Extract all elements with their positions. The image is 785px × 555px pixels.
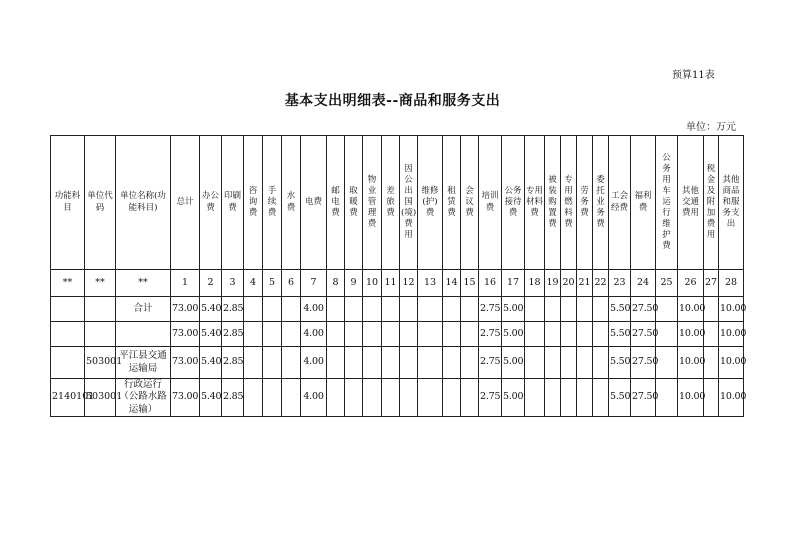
column-header <box>443 136 461 270</box>
column-header-label: 公务接待费 <box>504 185 522 219</box>
table-cell <box>400 379 418 417</box>
table-cell <box>443 379 461 417</box>
index-cell: 20 <box>561 270 577 297</box>
table-cell: 5.50 <box>609 347 631 379</box>
table-cell <box>382 322 400 347</box>
table-cell <box>461 322 479 347</box>
table-cell: 10.00 <box>719 379 744 417</box>
page-title: 基本支出明细表--商品和服务支出 <box>284 93 501 109</box>
table-cell: 73.00 <box>171 297 200 322</box>
column-header-label: 因公出国(境)费用 <box>401 163 417 241</box>
table-cell <box>577 347 593 379</box>
table-cell: 2.85 <box>222 347 244 379</box>
table-cell <box>263 347 282 379</box>
column-header <box>609 136 631 270</box>
table-cell <box>244 297 263 322</box>
index-cell: 19 <box>545 270 561 297</box>
table-cell: 2.75 <box>479 379 502 417</box>
column-header <box>561 136 577 270</box>
column-header <box>418 136 443 270</box>
table-cell <box>363 347 382 379</box>
table-cell: 5.40 <box>200 379 222 417</box>
table-cell <box>345 322 363 347</box>
table-cell <box>363 379 382 417</box>
table-cell: 2.85 <box>222 322 244 347</box>
table-cell <box>282 347 301 379</box>
table-cell <box>593 297 609 322</box>
index-cell: 23 <box>609 270 631 297</box>
column-header <box>263 136 282 270</box>
table-cell <box>545 379 561 417</box>
table-cell <box>545 347 561 379</box>
index-cell: 10 <box>363 270 382 297</box>
index-cell: 8 <box>327 270 345 297</box>
table-cell <box>525 297 545 322</box>
column-header-label: 功能科目 <box>54 191 81 213</box>
column-header <box>327 136 345 270</box>
table-cell <box>85 297 116 322</box>
table-cell: 73.00 <box>171 347 200 379</box>
table-cell <box>561 347 577 379</box>
column-header <box>631 136 656 270</box>
table-cell <box>382 379 400 417</box>
column-header <box>719 136 744 270</box>
table-cell <box>400 347 418 379</box>
column-header-label: 咨询费 <box>248 185 258 219</box>
column-header-label: 培训费 <box>481 191 499 213</box>
index-cell: 5 <box>263 270 282 297</box>
column-header-label: 维修(护)费 <box>421 185 439 219</box>
index-cell: 22 <box>593 270 609 297</box>
column-header <box>525 136 545 270</box>
table-cell <box>545 322 561 347</box>
table-cell <box>244 379 263 417</box>
column-header <box>656 136 678 270</box>
table-cell <box>656 379 678 417</box>
table-cell <box>327 297 345 322</box>
table-cell: 27.50 <box>631 347 656 379</box>
table-cell <box>51 347 85 379</box>
column-header <box>363 136 382 270</box>
table-cell <box>561 379 577 417</box>
table-cell: 4.00 <box>301 347 327 379</box>
table-cell <box>282 297 301 322</box>
index-cell: 28 <box>719 270 744 297</box>
index-cell: 12 <box>400 270 418 297</box>
table-cell <box>593 379 609 417</box>
table-cell <box>704 379 719 417</box>
index-cell: 11 <box>382 270 400 297</box>
table-cell <box>263 379 282 417</box>
column-header <box>400 136 418 270</box>
index-cell: 6 <box>282 270 301 297</box>
table-cell <box>461 379 479 417</box>
index-cell: 14 <box>443 270 461 297</box>
table-cell <box>244 347 263 379</box>
table-cell <box>704 322 719 347</box>
column-header-label: 税金及附加费用 <box>706 163 716 241</box>
table-row <box>51 379 744 417</box>
column-header-label: 其他商品和服务支出 <box>722 174 740 230</box>
column-header <box>479 136 502 270</box>
index-cell: 4 <box>244 270 263 297</box>
table-row <box>51 297 744 322</box>
table-cell: 10.00 <box>719 297 744 322</box>
table-cell <box>577 322 593 347</box>
unit-label: 单位：万元 <box>686 122 736 133</box>
table-cell: 2.75 <box>479 322 502 347</box>
table-cell: 27.50 <box>631 379 656 417</box>
table-cell: 4.00 <box>301 379 327 417</box>
column-header <box>51 136 85 270</box>
index-cell: 9 <box>345 270 363 297</box>
index-cell: 13 <box>418 270 443 297</box>
column-header-label: 手续费 <box>267 185 277 219</box>
table-cell: 27.50 <box>631 297 656 322</box>
index-cell: 18 <box>525 270 545 297</box>
column-header-label: 专用燃料费 <box>564 174 573 230</box>
column-header <box>545 136 561 270</box>
column-header <box>502 136 525 270</box>
column-header-label: 总计 <box>176 196 194 207</box>
table-cell: 合计 <box>116 297 171 322</box>
table-cell <box>418 322 443 347</box>
index-cell: 21 <box>577 270 593 297</box>
table-cell: 5.00 <box>502 379 525 417</box>
table-cell <box>345 297 363 322</box>
table-cell: 5.40 <box>200 322 222 347</box>
table-cell: 10.00 <box>678 322 704 347</box>
table-cell: 10.00 <box>678 297 704 322</box>
table-cell <box>85 322 116 347</box>
table-cell: 73.00 <box>171 379 200 417</box>
table-cell <box>461 297 479 322</box>
table-cell <box>443 347 461 379</box>
table-cell: 2.85 <box>222 379 244 417</box>
column-header <box>577 136 593 270</box>
table-cell: 4.00 <box>301 297 327 322</box>
table-cell: 5.00 <box>502 322 525 347</box>
table-cell <box>593 347 609 379</box>
table-cell <box>382 297 400 322</box>
column-header-label: 公务用车运行维护费 <box>662 152 671 252</box>
column-header <box>301 136 327 270</box>
index-cell: 1 <box>171 270 200 297</box>
column-header-label: 印刷费 <box>223 191 241 213</box>
table-cell <box>443 322 461 347</box>
table-cell <box>561 297 577 322</box>
table-cell <box>656 347 678 379</box>
column-header-label: 委托业务费 <box>596 174 605 230</box>
column-header <box>282 136 301 270</box>
table-cell <box>525 322 545 347</box>
table-cell: 10.00 <box>678 347 704 379</box>
column-header-label: 被装购置费 <box>548 174 557 230</box>
table-cell: 4.00 <box>301 322 327 347</box>
table-cell <box>345 347 363 379</box>
table-cell <box>51 297 85 322</box>
table-cell <box>244 322 263 347</box>
table-cell <box>418 347 443 379</box>
index-cell: 26 <box>678 270 704 297</box>
table-cell: 5.40 <box>200 297 222 322</box>
table-cell: 27.50 <box>631 322 656 347</box>
column-header-label: 其他交通费用 <box>681 185 699 219</box>
table-cell: 5.00 <box>502 297 525 322</box>
column-header-label: 单位代码 <box>87 191 113 213</box>
column-header-label: 专用材料费 <box>526 185 544 219</box>
table-cell <box>704 347 719 379</box>
column-header <box>85 136 116 270</box>
table-cell: 10.00 <box>719 322 744 347</box>
column-header <box>461 136 479 270</box>
column-header-label: 租赁费 <box>447 185 456 219</box>
index-cell: ** <box>116 270 171 297</box>
table-cell <box>545 297 561 322</box>
table-cell <box>656 297 678 322</box>
table-cell <box>577 379 593 417</box>
table-cell: 2140101 <box>51 379 85 417</box>
column-header-label: 物业管理费 <box>367 174 377 230</box>
index-cell: 24 <box>631 270 656 297</box>
column-header <box>382 136 400 270</box>
table-cell: 73.00 <box>171 322 200 347</box>
table-cell <box>443 297 461 322</box>
table-cell: 10.00 <box>678 379 704 417</box>
table-cell <box>116 322 171 347</box>
index-cell: 2 <box>200 270 222 297</box>
column-header <box>345 136 363 270</box>
table-cell <box>418 379 443 417</box>
table-cell <box>525 379 545 417</box>
column-header <box>678 136 704 270</box>
index-cell: ** <box>85 270 116 297</box>
column-header-label: 单位名称(功能科目) <box>120 191 166 213</box>
column-header <box>704 136 719 270</box>
index-cell: 7 <box>301 270 327 297</box>
index-cell: 25 <box>656 270 678 297</box>
table-cell: 行政运行（公路水路运输） <box>116 379 171 417</box>
column-header <box>593 136 609 270</box>
table-cell: 平江县交通运输局 <box>116 347 171 379</box>
index-cell: 17 <box>502 270 525 297</box>
table-cell <box>263 297 282 322</box>
column-header-label: 会议费 <box>465 185 474 219</box>
column-header-label: 取暖费 <box>349 185 358 219</box>
table-cell <box>282 379 301 417</box>
table-cell <box>704 297 719 322</box>
table-cell: 503001 <box>85 379 116 417</box>
table-cell <box>525 347 545 379</box>
column-header <box>244 136 263 270</box>
table-cell <box>327 379 345 417</box>
column-header <box>171 136 200 270</box>
index-cell: 27 <box>704 270 719 297</box>
column-header <box>200 136 222 270</box>
table-cell: 2.85 <box>222 297 244 322</box>
table-cell <box>327 347 345 379</box>
column-header-label: 福利费 <box>634 191 652 213</box>
form-number: 预算11表 <box>672 70 715 81</box>
table-cell <box>363 322 382 347</box>
table-cell: 5.50 <box>609 379 631 417</box>
table-cell <box>561 322 577 347</box>
table-cell: 5.50 <box>609 297 631 322</box>
table-cell <box>418 297 443 322</box>
table-cell <box>400 322 418 347</box>
table-cell <box>363 297 382 322</box>
table-cell: 503001 <box>85 347 116 379</box>
column-header-label: 劳务费 <box>580 185 589 219</box>
table-cell <box>461 347 479 379</box>
expenditure-table <box>50 135 747 417</box>
table-cell <box>51 322 85 347</box>
table-cell <box>327 322 345 347</box>
column-header <box>116 136 171 270</box>
index-cell: 16 <box>479 270 502 297</box>
table-cell <box>382 347 400 379</box>
table-cell: 2.75 <box>479 347 502 379</box>
table-cell <box>593 322 609 347</box>
column-header-label: 办公费 <box>201 191 219 213</box>
column-header-label: 差旅费 <box>386 185 395 219</box>
header-row <box>51 136 744 270</box>
column-header-label: 水费 <box>286 191 296 213</box>
column-header <box>222 136 244 270</box>
column-header-label: 电费 <box>304 196 322 207</box>
table-cell <box>263 322 282 347</box>
table-cell: 5.00 <box>502 347 525 379</box>
table-cell: 5.50 <box>609 322 631 347</box>
table-cell: 5.40 <box>200 347 222 379</box>
index-cell: 3 <box>222 270 244 297</box>
table-cell: 10.00 <box>719 347 744 379</box>
table-row <box>51 347 744 379</box>
table-cell: 2.75 <box>479 297 502 322</box>
table-cell <box>400 297 418 322</box>
table-cell <box>345 379 363 417</box>
column-header-label: 邮电费 <box>331 185 340 219</box>
index-row <box>51 270 744 297</box>
index-cell: ** <box>51 270 85 297</box>
table-cell <box>577 297 593 322</box>
table-cell <box>656 322 678 347</box>
index-cell: 15 <box>461 270 479 297</box>
table-row <box>51 322 744 347</box>
table-cell <box>282 322 301 347</box>
column-header-label: 工会经费 <box>610 191 628 213</box>
